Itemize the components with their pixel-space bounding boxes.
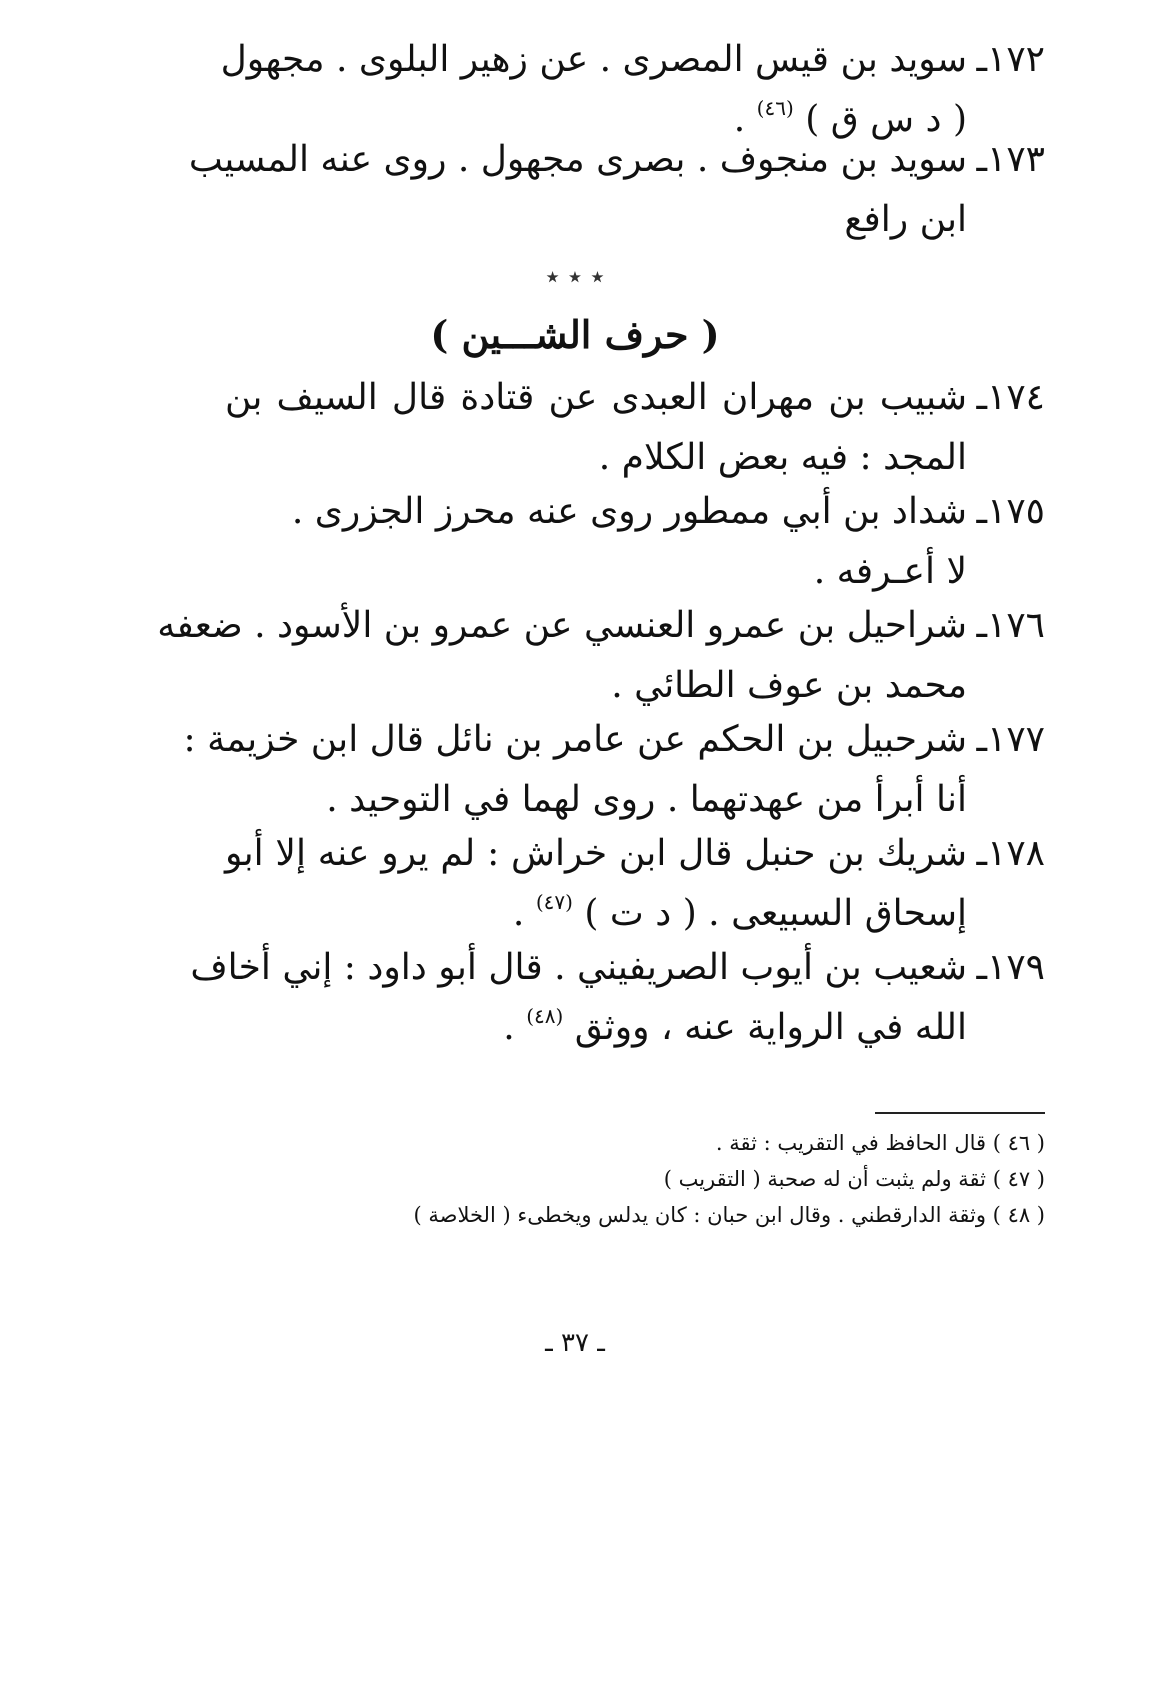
entry-text: شريك بن حنبل قال ابن خراش : لم يرو عنه إلا أبو <box>225 833 967 874</box>
footnote-ref: (٤٨) <box>526 1004 564 1028</box>
footnote-46: ( ٤٦ ) قال الحافظ في التقريب : ثقة . <box>715 1131 1045 1155</box>
footnote-48: ( ٤٨ ) وثقة الدارقطني . وقال ابن حبان : كان يدلس ويخطىء ( الخلاصة ) <box>413 1203 1045 1227</box>
entry-text: إسحاق السبيعى . ( د ت ) <box>584 893 967 934</box>
entry-177 <box>183 710 1045 830</box>
footnote-47: ( ٤٧ ) ثقة ولم يثبت أن له صحبة ( التقريب ) <box>663 1167 1045 1191</box>
entry-text: شداد بن أبي ممطور روى عنه محرز الجزرى . <box>291 491 967 532</box>
period: . <box>733 99 746 140</box>
entry-number: ١٧٩ـ <box>976 947 1045 988</box>
entry-173 <box>188 130 1045 250</box>
entry-179 <box>190 938 1045 1058</box>
entry-174 <box>225 368 1045 488</box>
page-number: ـ ٣٧ ـ <box>545 1328 605 1358</box>
entry-text: شراحيل بن عمرو العنسي عن عمرو بن الأسود . ضعفه <box>157 605 967 646</box>
period: . <box>503 1007 515 1048</box>
entry-number: ١٧٤ـ <box>976 377 1045 418</box>
entry-text: المجد : فيه بعض الكلام . <box>598 437 967 478</box>
entry-text: لا أعـرفه . <box>813 551 967 592</box>
entry-number: ١٧٦ـ <box>976 605 1045 646</box>
entry-number: ١٧٨ـ <box>976 833 1045 874</box>
entry-text: سويد بن قيس المصرى . عن زهير البلوى . مجهول <box>220 39 967 80</box>
entry-text: ( د س ق ) <box>805 99 967 140</box>
section-heading: ( حرف الشـــين ) <box>430 312 720 357</box>
entry-text: شبيب بن مهران العبدى عن قتادة قال السيف بن <box>225 377 967 418</box>
entry-176 <box>157 596 1045 716</box>
entry-number: ١٧٣ـ <box>976 139 1045 180</box>
entry-text: الله في الرواية عنه ، ووثق <box>574 1007 967 1048</box>
entry-text: شعيب بن أيوب الصريفيني . قال أبو داود : إني أخاف <box>190 947 967 988</box>
footnote-ref: (٤٦) <box>756 96 794 120</box>
entry-text: شرحبيل بن الحكم عن عامر بن نائل قال ابن خزيمة : <box>183 719 967 760</box>
entry-number: ١٧٢ـ <box>976 39 1045 80</box>
entry-text: ابن رافع <box>844 199 967 240</box>
section-separator: ٭ ٭ ٭ <box>545 262 605 292</box>
footnote-ref: (٤٧) <box>535 890 573 914</box>
entry-number: ١٧٥ـ <box>976 491 1045 532</box>
entry-number: ١٧٧ـ <box>976 719 1045 760</box>
entry-text: محمد بن عوف الطائي . <box>611 665 967 706</box>
footnotes <box>225 1125 1045 1233</box>
period: . <box>512 893 525 934</box>
entry-175 <box>225 482 1045 602</box>
entry-178 <box>225 824 1045 944</box>
entry-text: أنا أبرأ من عهدتهما . روى لهما في التوحيد . <box>326 779 967 820</box>
entry-text: سويد بن منجوف . بصرى مجهول . روى عنه المسيب <box>188 139 967 180</box>
footnote-divider <box>875 1112 1045 1114</box>
